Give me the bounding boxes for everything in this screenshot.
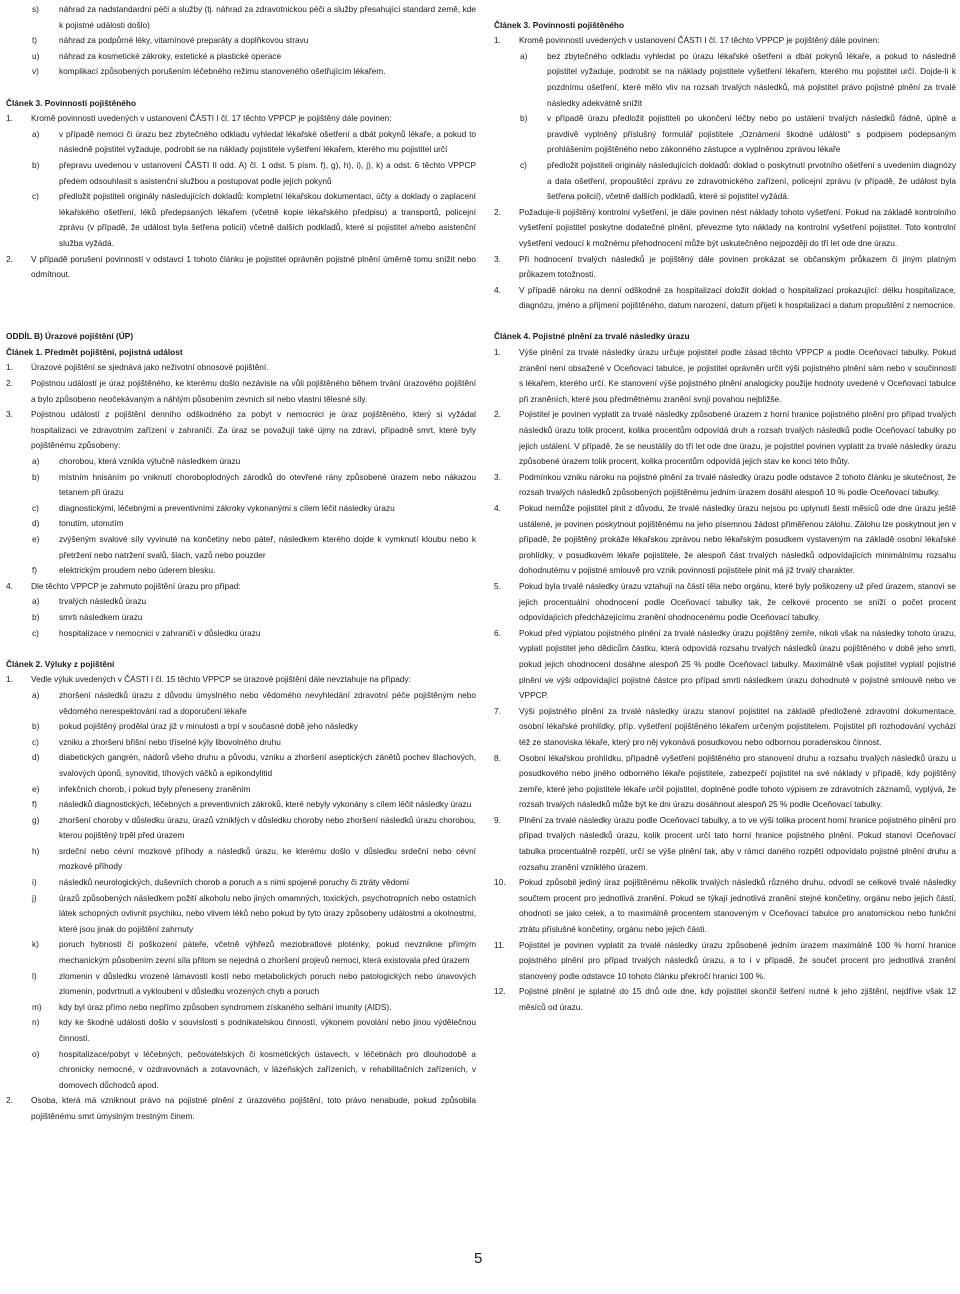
list-subitem <box>6 937 476 968</box>
list-subitem <box>494 158 956 205</box>
list-subitem <box>494 111 956 158</box>
item-text: Při hodnocení trvalých následků je pojištěný dále povinen prokázat se občanským průkazem či jiným platným průkazem totožnosti. <box>519 253 956 280</box>
list-subitem <box>6 1047 476 1094</box>
list-subitem <box>6 610 476 626</box>
item-text: poruch hybnosti či poškození páteře, včetně výhřezů meziobratlové ploténky, pokud nevznikne přímým mechanickým působením zevní síla přitom se nejedná o zhoršení projevů nemoci, která existovala před úrazem <box>59 939 476 966</box>
item-text: místním hnisáním po vniknutí choroboplodných zárodků do otevřené rány způsobené úrazem nebo nákazou tetanem při úrazu <box>59 471 476 498</box>
item-text: v případě nemoci či úrazu bez zbytečného odkladu vyhledat lékařské ošetření a dbát pokynů lékaře, a pokud to následně pojistitel vyžaduje, podrobit se na náklady pojistitele vyšetření lékařem, kterého mu pojistitel určí <box>59 128 476 155</box>
item-label: 2. <box>6 253 13 264</box>
item-text: přepravu uvedenou v ustanovení ČÁSTI II odd. A) čl. 1 odst. 5 písm. f), g), h), i), j), k) a odst. 6 těchto VPPCP předem odsouhlasit s asistenční službou a postupovat podle jejích pokynů <box>59 159 476 186</box>
item-text: V případě nároku na denní odškodné za hospitalizaci doložit doklad o hospitalizaci prokazující: délku hospitalizace, diagnózu, jméno a příjmení pojištěného, datum narození, datum přijetí k hospitalizaci a datum propuštění z nemocnice. <box>519 284 956 311</box>
item-text: předložit pojistiteli originály následujících dokladů: doklad o poskytnutí prvotního ošetření s uvedením diagnózy a data ošetření, propouštěcí zprávu ze zdravotnického zařízení, policejní zprávu (v případě, že událost byla šetřena policií), včetně dalších podkladů, které si pojistitel vyžádá. <box>547 159 956 202</box>
section-heading: Článek 3. Povinnosti pojištěného <box>6 97 137 108</box>
item-label: e) <box>32 783 40 794</box>
item-label: e) <box>32 534 40 544</box>
item-label: a) <box>32 128 40 139</box>
item-label: j) <box>32 892 37 903</box>
list-subitem <box>6 501 476 517</box>
list-subitem <box>6 844 476 875</box>
item-text: kdy ke škodné události došlo v souvislosti s podnikatelskou činností, výkonem povolání nebo jinou výdělečnou činností. <box>59 1017 476 1043</box>
item-text: zlomenin v důsledku vrozené lámavosti kostí nebo metabolických poruch nebo patologických nebo únavových zlomenin, podvrtnutí a vykloubení v důsledku vrozených chyb a poruch <box>59 970 476 997</box>
item-label: b) <box>32 471 40 482</box>
item-text: Osobní lékařskou prohlídku, případně vyšetření pojištěného pro stanovení druhu a rozsahu trvalých následků úrazu u posudkového nebo jiného odborného lékaře pojistitele, zabezpečí pojistitel na své náklady v případě, kdy pojištěný zemře, které jeho pojistitele lékaře určil pojistitel, doplněné podle tohoto výpisem ze zdravotních záznamů, vyplývá, že rozsah trvalých následků může být ke dni úrazu dosáhnout alespoň 25 % podle Oceňovací tabulky. <box>519 752 956 810</box>
numbered-paragraph <box>494 345 956 407</box>
item-label: 8. <box>494 752 501 763</box>
item-text: Pojistnou událostí z pojištění denního odškodného za pobyt v nemocnici je úraz pojištěného, který si vyžádal hospitalizaci ve zdravotním zařízení v zahraničí. Za úraz se považují také újmy na zdraví, případně smrt, které byly pojištěnému způsobeny: <box>31 409 476 451</box>
numbered-paragraph <box>6 376 476 407</box>
item-label: c) <box>32 627 39 638</box>
item-text: diagnostickými, léčebnými a preventivními zákroky vykonanými s cílem léčit následky úrazu <box>59 502 395 513</box>
item-label: 1. <box>6 674 13 685</box>
list-subitem <box>6 875 476 891</box>
item-label: f) <box>32 565 38 576</box>
numbered-paragraph <box>494 626 956 704</box>
item-label: 1. <box>6 362 13 373</box>
numbered-paragraph <box>494 984 956 1015</box>
item-text: následků neurologických, duševních chorob a poruch a s nimi spojené poruchy či ztráty vědomí <box>59 877 410 888</box>
list-subitem <box>6 782 476 798</box>
numbered-paragraph <box>494 501 956 579</box>
item-label: a) <box>520 50 528 61</box>
list-subitem <box>6 33 476 49</box>
item-text: Výše plnění za trvalé následky úrazu určuje pojistitel podle zásad těchto VPPCP a podle Oceňovací tabulky. Pokud zranění není obsažené v Oceňovací tabulce, je pojistitel oprávněn určit výši pojistného plnění sám nebo v součinnosti s lékařem, kterého určí. Ke stanovení výše pojistného plnění analogicky použije hodnoty uvedené v Oceňovací tabulce při zraněních, které jsou předmětnému zranění svojí povahou nejbližše. <box>519 347 956 404</box>
item-text: zvýšeným svalové síly vyvinuté na končetiny nebo páteř, následkem kterého dojde k vymknutí kloubu nebo k přetržení nebo natržení svalů, šlach, vazů nebo pouzder <box>59 534 476 560</box>
item-text: vzniku a zhoršení břišní nebo tříselné kýly libovolného druhu <box>59 736 281 747</box>
item-label: c) <box>32 736 39 747</box>
numbered-paragraph <box>494 751 956 813</box>
numbered-paragraph <box>494 470 956 501</box>
item-label: 3. <box>6 409 13 420</box>
item-text: následků diagnostických, léčebných a preventivních zákroků, které nebyly vykonány s cílem léčit následky úrazu <box>59 799 472 810</box>
item-label: 10. <box>494 877 506 888</box>
list-subitem <box>6 127 476 158</box>
numbered-paragraph <box>494 252 956 283</box>
item-label: 2. <box>6 378 13 389</box>
item-label: b) <box>32 611 40 622</box>
item-text: hospitalizace/pobyt v léčebných, pečovatelských či kosmetických ústavech, v léčebnách pro dlouhodobě a chronicky nemocné, v ozdravovnách a zotavovnách, v lázeňských zařízeních, v rehabilitačních zařízeních, v domovech důchodců apod. <box>59 1048 476 1090</box>
list-subitem <box>6 470 476 501</box>
list-subitem <box>6 158 476 189</box>
section-heading: Článek 3. Povinnosti pojištěného <box>494 19 625 30</box>
list-subitem <box>6 797 476 813</box>
item-label: 12. <box>494 986 506 997</box>
item-label: l) <box>32 970 37 981</box>
item-text: elektrickým proudem nebo úderem blesku. <box>59 565 216 576</box>
item-text: trvalých následků úrazu <box>59 596 147 607</box>
item-label: g) <box>32 814 40 825</box>
item-label: 1. <box>494 35 501 46</box>
section-heading: ODDÍL B) Úrazové pojištění (ÚP) <box>6 331 134 342</box>
item-label: d) <box>32 518 40 529</box>
list-subitem <box>494 49 956 111</box>
item-text: komplikací způsobených porušením léčebného režimu stanoveného ošetřujícím lékařem. <box>59 66 386 77</box>
list-subitem <box>6 454 476 470</box>
item-label: 4. <box>6 580 13 591</box>
item-label: o) <box>32 1048 40 1059</box>
section-heading: Článek 2. Výluky z pojištění <box>6 658 115 669</box>
item-label: a) <box>32 456 40 467</box>
numbered-paragraph <box>6 672 476 688</box>
item-text: v případě úrazu předložit pojistiteli po ukončení léčby nebo po ustálení trvalých následků řádně, úplně a pravdivě vyplněný příslušný formulář pojistitele „Oznámení škodné události“ s podpisem podepsaným prohlášením pojištěného nebo zákonného zástupce a vyplněnou zprávou lékaře <box>547 113 956 155</box>
item-text: srdeční nebo cévní mozkové příhody a následků úrazu, ke kterému došlo v důsledku srdeční nebo cévní mozkové příhody <box>59 845 476 872</box>
item-text: pokud pojištěný prodělal úraz již v minulosti a trpí v současné době jeho následky <box>59 721 358 732</box>
item-label: 3. <box>494 253 501 264</box>
item-label: u) <box>32 50 40 61</box>
item-label: 11. <box>494 939 505 950</box>
item-text: Plnění za trvalé následky úrazu podle Oceňovací tabulky, a to ve výši tolika procent horní hranice pojistného plnění pro případ trvalých následků úrazu, kolik procent určí tato horní hranice pojistného plnění. Pokud stanoví Oceňovací tabulka procentuálně rozpětí, určí se výše plnění tak, aby v rámci daného rozpětí odpovídalo pojistné plnění druhu a rozsahu zranění vzniklého úrazem. <box>519 814 956 872</box>
item-text: infekčních chorob, i pokud byly přeneseny zraněním <box>59 783 251 794</box>
item-text: diabetických gangrén, nádorů všeho druhu a původu, vzniku a zhoršení aseptických zánětů pochev šlachových, svalových úponů, synovitid, tíhových váčků a epikondylitid <box>59 752 476 778</box>
item-label: i) <box>32 877 37 888</box>
numbered-paragraph <box>494 875 956 937</box>
item-label: c) <box>32 502 39 513</box>
section-heading: Článek 4. Pojistné plnění za trvalé následky úrazu <box>494 331 690 342</box>
numbered-paragraph <box>6 1093 476 1124</box>
spacer <box>494 314 956 330</box>
item-text: Požaduje-li pojištěný kontrolní vyšetření, je dále povinen nést náklady tohoto vyšetření. Pokud na základě kontrolního vyšetření pojistitel poskytne dodatečné plnění, převezme tyto náklady na kontrolní vyšetření pojistitel. Toto kontrolní vyšetření vedoucí k možnému přehodnocení může být uskutečněno nejpozději do tří let ode dne úrazu. <box>519 206 956 248</box>
list-subitem <box>6 1000 476 1016</box>
item-text: V případě porušení povinností v odstavci 1 tohoto článku je pojistitel oprávněn pojistné plnění úměrně tomu snížit nebo odmítnout. <box>31 253 476 280</box>
numbered-paragraph <box>6 111 476 127</box>
item-label: f) <box>32 799 38 810</box>
item-label: t) <box>32 35 38 46</box>
item-text: náhrad za nadstandardní péči a služby (tj. náhrad za zdravotnickou péči a služby přesahující standard země, kde k pojistné události došlo) <box>59 4 476 30</box>
item-text: Kromě povinností uvedených v ustanovení ČÁSTI I čl. 17 těchto VPPCP je pojištěný dále povinen: <box>31 113 392 124</box>
numbered-paragraph <box>6 252 476 283</box>
item-label: a) <box>32 689 40 700</box>
left-column <box>6 2 476 1125</box>
item-text: Osoba, která má vzniknout právo na pojistné plnění z úrazového pojištění, toto právo nenabude, pokud způsobila pojištěnému smrt úmyslným trestným činem. <box>31 1095 476 1121</box>
item-label: 4. <box>494 503 501 513</box>
item-label: 2. <box>6 1095 13 1106</box>
item-label: h) <box>32 845 40 856</box>
item-text: náhrad za podpůrné léky, vitamínové preparáty a doplňkovou stravu <box>59 35 309 46</box>
numbered-paragraph <box>494 33 956 49</box>
numbered-paragraph <box>6 407 476 454</box>
item-label: c) <box>32 191 39 202</box>
item-text: Podmínkou vzniku nároku na pojistné plnění za trvalé následky úrazu podle odstavce 2 tohoto článku je skutečnost, že rozsah trvalých následků způsobených pojištěnému jedním úrazem dosáhl alespoň 10 % podle Oceňovací tabulky. <box>519 471 956 498</box>
list-subitem <box>6 594 476 610</box>
right-column <box>494 2 956 1016</box>
item-label: 9. <box>494 814 501 825</box>
item-label: 2. <box>494 409 501 420</box>
item-text: úrazů způsobených následkem požití alkoholu nebo jiných omamných, toxických, psychotropních nebo ostatních látek schopných ovlivnit psychiku, nebo vlivem léků nebo pokud by tyto úrazy způsobeny událostmi a okolnostmi, které jsou jinak do pojištění zahrnuty <box>59 892 476 934</box>
item-text: zhoršení následků úrazu z důvodu úmyslného nebo vědomého nevyhledání zdravotní péče pojištěným nebo vědomého nerespektování rad a doporučení lékaře <box>59 689 476 716</box>
item-text: Pojistitel je povinen vyplatit za trvalé následky úrazu způsobené jedním úrazem maximálně 100 % horní hranice pojistného plnění pro případ trvalých následků úrazu, a to i v případě, že součet procent pro jednotlivá zranění stanovený podle odstavce 10 tohoto článku překročí hranici 100 %. <box>519 939 956 981</box>
item-text: Úrazové pojištění se sjednává jako neživotní obnosové pojištění. <box>31 362 269 373</box>
page-number: 5 <box>474 1250 483 1267</box>
numbered-paragraph <box>494 283 956 314</box>
spacer <box>6 283 476 314</box>
item-text: tonutím, utonutím <box>59 518 124 529</box>
item-text: smrti následkem úrazu <box>59 611 143 622</box>
numbered-paragraph <box>494 579 956 626</box>
item-label: v) <box>32 66 39 77</box>
list-subitem <box>6 891 476 938</box>
item-text: předložit pojistiteli originály následujících dokladů: kompletní lékařskou dokumentaci, účty a doklady o zaplacení lékařského ošetření, léků předepsaných lékařem (včetně kopie lékařského předpisu) a transportů, policejní zprávu (v případě, že událost byla šetřena policií) včetně dalších podkladů, které si pojistitel a/nebo asistenční služba vyžádá. <box>59 191 476 248</box>
item-label: 1. <box>6 113 13 124</box>
spacer <box>494 2 956 18</box>
item-text: zhoršení choroby v důsledku úrazu, úrazů vzniklých v důsledku choroby nebo zhoršení následků úrazu chorobou, kterou pojištěný trpěl před úrazem <box>59 814 476 841</box>
item-label: k) <box>32 939 39 950</box>
list-subitem <box>6 64 476 80</box>
item-text: chorobou, která vznikla výlučně následkem úrazu <box>59 456 241 467</box>
item-text: Vedle výluk uvedených v ČÁSTI I čl. 15 těchto VPPCP se úrazové pojištění dále nevztahuje na případy: <box>31 674 411 685</box>
item-label: c) <box>520 159 527 170</box>
item-label: a) <box>32 596 40 607</box>
list-subitem <box>6 813 476 844</box>
item-text: Pojistné plnění je splatné do 15 dnů ode dne, kdy pojistitel skončil šetření nutné k jeho zjištění, nejdříve však 12 měsíců od úrazu. <box>519 986 956 1012</box>
item-label: b) <box>520 113 528 124</box>
numbered-paragraph <box>494 813 956 875</box>
spacer <box>6 80 476 96</box>
item-label: 6. <box>494 627 501 638</box>
item-label: 2. <box>494 206 501 217</box>
item-label: s) <box>32 4 39 14</box>
item-text: Pojistnou událostí je úraz pojištěného, ke kterému došlo nezávisle na vůli pojištěného během trvání úrazového pojištění a bylo způsobeno neočekávaným a náhlým působením zevních sil nebo vlastní tělesné síly. <box>31 378 476 404</box>
item-label: 5. <box>494 580 501 591</box>
item-text: kdy byl úraz přímo nebo nepřímo způsoben syndromem získaného selhání imunity (AIDS). <box>59 1001 392 1012</box>
list-subitem <box>6 2 476 33</box>
spacer <box>6 314 476 330</box>
list-subitem <box>6 49 476 65</box>
item-text: hospitalizace v nemocnici v zahraničí v důsledku úrazu <box>59 627 261 638</box>
item-text: Kromě povinností uvedených v ustanovení ČÁSTI I čl. 17 těchto VPPCP je pojištěný dále povinen: <box>519 35 880 46</box>
numbered-paragraph <box>6 360 476 376</box>
item-text: Pojistitel je povinen vyplatit za trvalé následky způsobené úrazem z horní hranice pojistného plnění pro případ trvalých následků úrazu tolik procent, kolika procentům odpovídá druh a rozsah trvalých následků podle Oceňovací tabulky po jejich ustálení. V případě, že se neustálily do tří let ode dne úrazu, je pojistitel povinen vyplatit za trvalé následky úrazu způsobené úrazem tolik procent, kolika procentům odpovídá jejich stav ke konci této lhůty. <box>519 409 956 467</box>
numbered-paragraph <box>494 407 956 469</box>
item-label: 7. <box>494 705 501 716</box>
list-subitem <box>6 688 476 719</box>
item-text: náhrad za kosmetické zákroky, estetické a plastické operace <box>59 50 282 61</box>
numbered-paragraph <box>494 205 956 252</box>
item-text: bez zbytečného odkladu vyhledat po úrazu lékařské ošetření a dbát pokynů lékaře, a pokud to následně pojistitel vyžaduje, podrobit se na náklady pojistitele vyšetření lékařem, kterého mu pojistitel určí. Dojde-li k pozdnímu ošetření, které mělo vliv na rozsah trvalých následků, má pojistitel právo pojistné plnění za trvalé následky adekvátně snížit <box>547 50 956 108</box>
section-heading: Článek 1. Předmět pojištění, pojistná událost <box>6 346 183 357</box>
item-label: 1. <box>494 347 501 358</box>
item-label: 4. <box>494 284 501 295</box>
item-text: Pokud způsobil jediný úraz pojištěnému několik trvalých následků různého druhu, odvodí se celkové trvalé následky součtem procent pro jednotlivá zranění. Pokud se týkají jednotlivá zranění stejné končetiny, orgánu nebo jejich částí, ohodnotí se jako celek, a to maximálně procentem stanoveným v Oceňovací tabulce pro anatomickou nebo funkční ztrátu příslušné končetiny, orgánu nebo jejich části. <box>519 877 956 935</box>
numbered-paragraph <box>494 704 956 751</box>
list-subitem <box>6 735 476 751</box>
list-subitem <box>6 969 476 1000</box>
item-text: Dle těchto VPPCP je zahrnuto pojištění úrazu pro případ: <box>31 580 241 591</box>
list-subitem <box>6 719 476 735</box>
item-text: Pokud byla trvalé následky úrazu vztahují na částí těla nebo orgánu, které byly poškozeny už před úrazem, stanoví se jejich procentuální ohodnocení podle Oceňovací tabulky tak, že celkové procento se sníží o počet procent odpovídajících předcházejícímu zranění ohodnocenému podle Oceňovací tabulky. <box>519 580 956 623</box>
list-subitem <box>6 532 476 563</box>
list-subitem <box>6 189 476 251</box>
item-label: 3. <box>494 471 501 482</box>
list-subitem <box>6 750 476 781</box>
list-subitem <box>6 626 476 642</box>
spacer <box>6 641 476 657</box>
list-subitem <box>6 516 476 532</box>
list-subitem <box>6 563 476 579</box>
list-subitem <box>6 1015 476 1046</box>
item-label: b) <box>32 159 40 170</box>
item-text: Výši pojistného plnění za trvalé následky úrazu stanoví pojistitel na základě předložené zdravotní dokumentace, osobní lékařské prohlídky, příp. vyšetření pojištěného lékařem určeným pojistitelem. Pojistitel při rozhodování vychází též ze stanoviska lékaře, který pro něj vykonává posudkovou nebo odbornou poradenskou činnost. <box>519 705 956 747</box>
numbered-paragraph <box>6 579 476 595</box>
item-label: b) <box>32 721 40 732</box>
item-label: d) <box>32 752 40 763</box>
item-label: m) <box>32 1001 42 1012</box>
numbered-paragraph <box>494 938 956 985</box>
item-text: Pokud nemůže pojistitel plnit z důvodu, že trvalé následky úrazu nejsou po uplynutí šesti měsíců ode dne úrazu ještě ustálené, je povinen poskytnout pojištěnému na jeho písemnou žádost přiměřenou zálohu. Zálohu lze poskytnout jen v případě, že pojištěný prokáže lékařskou zprávou nebo lékařským posudkem vystaveným na základě osobní lékařské prohlídky, v posudkovém lékaře pojistitele, že alespoň část trvalých následků odpovídajících minimálnímu rozsahu dohodnutému v pojistné smlouvě pro vznik povinnosti pojistitele plnit má již trvalý charakter. <box>519 503 956 576</box>
item-label: n) <box>32 1017 40 1028</box>
item-text: Pokud před výplatou pojistného plnění za trvalé následky úrazu pojištěný zemře, nikoli však na následky tohoto úrazu, vyplatí pojistitel jeho dědicům částku, která odpovídá rozsahu trvalých následků úrazu pojištěného v době jeho smrti, pokud jejich ohodnocení dosáhne alespoň 25 % podle Oceňovací tabulky. Maximálně však pojistitel vyplatí pojistné plnění ve výši odpovídající pojistné částce pro případ smrti následkem úrazu dohodnuté v pojistné smlouvě nebo ve VPPCP. <box>519 627 956 701</box>
